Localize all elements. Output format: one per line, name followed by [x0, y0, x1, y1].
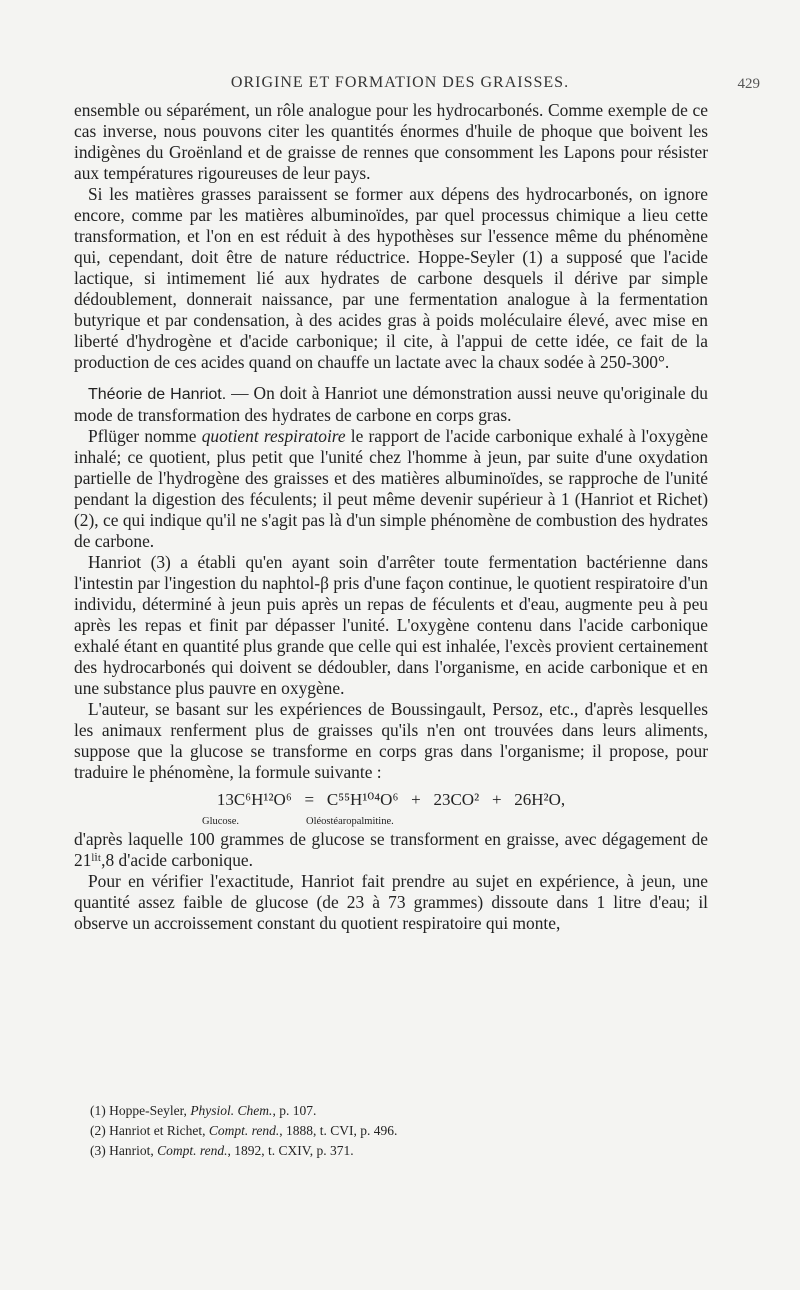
formula-labels	[74, 811, 708, 825]
footnote-text: Hoppe-Seyler,	[109, 1103, 191, 1118]
paragraph-hanriot-experiment: Hanriot (3) a établi qu'en ayant soin d'arrêter toute fermentation bactérienne dans l'intestin par l'ingestion du naphtol-β pris d'une façon continue, le quotient respiratoire d'un individu, déterminé à jeun puis après un repas de féculents et d'eau, augmente peu à peu après les repas et finit par dépasser l'unité. L'oxygène contenu dans l'acide carbonique exhalé étant en quantité plus grande que celle qui est inhalée, l'excès provient certainement des hydrocarbonés qui doivent se dédoubler, dans l'organisme, en acide carbonique et en une substance plus pauvre en oxygène.	[74, 552, 708, 698]
paragraph-hanriot-theory	[74, 383, 708, 426]
formula-glucose: 13C⁶H¹²O⁶	[216, 790, 292, 809]
footnote-text: Hanriot et Richet,	[109, 1123, 209, 1138]
paragraph-formula-result: d'après laquelle 100 grammes de glucose se transforment en graisse, avec dégagement de 21ˡⁱᵗ,8 d'acide carbonique.	[74, 829, 708, 870]
paragraph-pfluger	[74, 426, 708, 552]
chemical-formula	[74, 789, 708, 810]
label-oleostearopalmitine: Oléostéaropalmitine.	[306, 816, 394, 827]
label-glucose: Glucose.	[202, 816, 240, 827]
formula-plus-2: +	[491, 790, 502, 809]
footnote-number: (3)	[90, 1143, 106, 1158]
footnote-source: Compt. rend.	[208, 1123, 280, 1138]
footnote-ref: , p. 107.	[272, 1103, 317, 1118]
section-lead: — On doit à Hanriot une démonstration aussi neuve qu'originale du mode de transformation des hydrates de carbone en corps gras.	[74, 383, 708, 425]
footnote-ref: , 1888, t. CVI, p. 496.	[279, 1123, 398, 1138]
footnote-2	[90, 1121, 690, 1141]
footnote-1	[90, 1101, 690, 1121]
formula-co2: 23CO²	[433, 790, 480, 809]
body-text	[74, 100, 708, 934]
quotient-term: quotient respiratoire	[201, 426, 346, 446]
running-title: ORIGINE ET FORMATION DES GRAISSES.	[230, 74, 570, 91]
footnotes	[90, 1101, 690, 1161]
footnote-number: (2)	[90, 1123, 106, 1138]
formula-water: 26H²O,	[514, 790, 566, 809]
formula-fat: C⁵⁵H¹⁰⁴O⁶	[326, 790, 399, 809]
formula-equals: =	[304, 790, 315, 809]
footnote-source: Compt. rend.	[157, 1143, 228, 1158]
paragraph-verification: Pour en vérifier l'exactitude, Hanriot fait prendre au sujet en expérience, à jeun, une quantité assez faible de glucose (de 23 à 73 grammes) dissoute dans 1 litre d'eau; il observe un accroissement constant du quotient respiratoire qui monte,	[74, 871, 708, 933]
section-title: Théorie de Hanriot.	[88, 386, 227, 403]
footnote-source: Physiol. Chem.	[190, 1103, 273, 1118]
footnote-3	[90, 1141, 690, 1161]
footnote-number: (1)	[90, 1103, 106, 1118]
footnote-text: Hanriot,	[109, 1143, 158, 1158]
footnote-ref: , 1892, t. CXIV, p. 371.	[227, 1143, 354, 1158]
paragraph-hoppe-seyler: Si les matières grasses paraissent se former aux dépens des hydrocarbonés, on ignore encore, comme par les matières albuminoïdes, par quel processus chimique a lieu cette transformation, et l'on en est réduit à des hypothèses sur l'essence même du phénomène qui, cependant, doit être de nature réductrice. Hoppe-Seyler (1) a supposé que l'acide lactique, si intimement lié aux hydrates de carbone desquels il dérive par simple dédoublement, donnerait naissance, par une fermentation analogue à la fermentation butyrique et par condensation, à des acides gras à poids moléculaire élevé, avec mise en liberté d'hydrogène et d'acide carbonique; il cite, à l'appui de cette idée, ce fait de la production de ces acides quand on chauffe un lactate avec la chaux sodée à 250-300°.	[74, 184, 708, 372]
pfluger-text-start: Pflüger nomme	[88, 426, 202, 446]
paragraph-author: L'auteur, se basant sur les expériences de Boussingault, Persoz, etc., d'après lesquelles les animaux renferment plus de graisses qu'ils n'en ont trouvées dans leurs aliments, suppose que la glucose se transforme en corps gras dans l'organisme; il propose, pour traduire le phénomène, la formule suivante :	[74, 699, 708, 782]
pfluger-text-rest: le rapport de l'acide carbonique exhalé à l'oxygène inhalé; ce quotient, plus petit que l'unité chez l'homme à jeun, par suite d'une oxydation partielle de l'hydrogène des graisses et des matières albuminoïdes, se rapproche de l'unité pendant la digestion des féculents; il peut même devenir supérieur à 1 (Hanriot et Richet) (2), ce qui indique qu'il ne s'agit pas là d'un simple phénomène de combustion des hydrates de carbone.	[74, 426, 708, 551]
page-number: 429	[737, 76, 760, 92]
formula-plus-1: +	[411, 790, 421, 809]
paragraph-continuation: ensemble ou séparément, un rôle analogue pour les hydrocarbonés. Comme exemple de ce cas inverse, nous pouvons citer les quantités énormes d'huile de phoque que boivent les indigènes du Groënland et de graisse de rennes que consomment les Lapons pour résister aux températures rigoureuses de leur pays.	[74, 100, 708, 183]
